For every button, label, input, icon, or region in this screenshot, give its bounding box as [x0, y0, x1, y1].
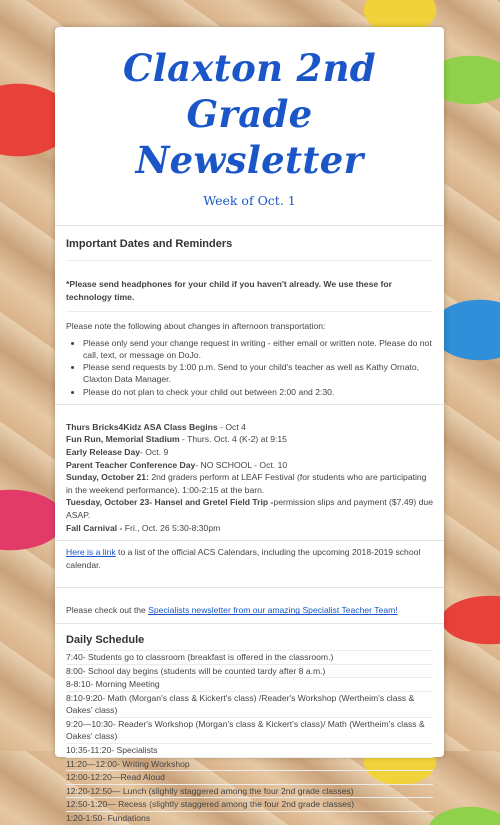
event-label: Tuesday, October 23- Hansel and Gretel Field Trip -: [66, 497, 274, 508]
specialists-text: [66, 604, 433, 617]
event-detail: permission slips and payment ($7.49) due ASAP.: [66, 497, 433, 520]
schedule-item: 7:40- Students go to classroom (breakfast is offered in the classroom.): [66, 650, 433, 664]
event-item: [66, 496, 433, 521]
schedule-item: 12:00-12:20—Read Aloud: [66, 770, 433, 784]
list-item: • Please do not plan to check your child out between 2:00 and 2:30.: [83, 386, 433, 398]
event-label: Parent Teacher Conference Day: [66, 459, 196, 470]
event-item: [66, 522, 433, 535]
event-detail: - Oct 4: [217, 421, 246, 432]
event-item: [66, 421, 433, 434]
important-section: [55, 225, 444, 398]
newsletter-header: [55, 27, 444, 208]
headphones-note: *Please send headphones for your child if you haven't already. We use these for technology time.: [66, 279, 392, 302]
transport-intro: Please note the following about changes in afternoon transportation:: [66, 311, 433, 333]
calendar-text: [66, 546, 433, 571]
schedule-section: [55, 623, 444, 825]
divider: [66, 260, 433, 278]
event-item: [66, 433, 433, 446]
event-label: Fall Carnival -: [66, 522, 123, 533]
newsletter-card: [55, 27, 444, 824]
newsletter-title-line2: Newsletter: [135, 138, 364, 182]
events-section: [55, 404, 444, 540]
calendar-link[interactable]: Here is a link: [66, 547, 116, 558]
specialists-section: [55, 587, 444, 623]
list-item: • Please send requests by 1:00 p.m. Send to your child's teacher as well as Kathy Ornato, Claxton Data Manager.: [83, 361, 433, 385]
list-item: • Please only send your change request in writing - either email or written note. Please do not call, text, or message on DoJo.: [83, 337, 433, 361]
event-detail: - Oct. 9: [140, 446, 169, 457]
event-label: Sunday, October 21:: [66, 472, 149, 483]
event-label: Fun Run, Memorial Stadium: [66, 434, 180, 445]
schedule-item: 8:10-9:20- Math (Morgan's class & Kickert's class) /Reader's Workshop (Wertheim's class & Oakes' class): [66, 691, 433, 717]
schedule-item: 12:20-12:50— Lunch (slightly staggered among the four 2nd grade classes): [66, 784, 433, 798]
calendar-rest: to a list of the official ACS Calendars, including the upcoming 2018-2019 school calendar.: [66, 547, 421, 570]
event-label: Thurs Bricks4Kidz ASA Class Begins: [66, 421, 218, 432]
schedule-item: 8-8:10- Morning Meeting: [66, 677, 433, 691]
event-detail: - NO SCHOOL - Oct. 10: [195, 459, 288, 470]
schedule-item: 1:20-1:50- Fundations: [66, 811, 433, 825]
specialists-prefix: Please check out the: [66, 605, 149, 616]
event-label: Early Release Day: [66, 446, 141, 457]
schedule-item: 12:50-1:20— Recess (slightly staggered among the four 2nd grade classes): [66, 797, 433, 811]
schedule-heading: Daily Schedule: [66, 633, 145, 646]
important-heading: Important Dates and Reminders: [66, 238, 233, 250]
event-detail: 2nd graders perform at LEAF Festival (for students who are participating in the weekend performance). 1:00-2:15 at the barn.: [66, 472, 427, 495]
event-detail: Fri., Oct. 26 5:30-8:30pm: [122, 522, 221, 533]
schedule-item: 9:20—10:30- Reader's Workshop (Morgan's class & Kickert's class)/ Math (Wertheim's class & Oakes' class): [66, 717, 433, 743]
newsletter-subtitle: Week of Oct. 1: [203, 193, 296, 208]
event-item: [66, 471, 433, 496]
newsletter-title-line1: Claxton 2nd Grade: [123, 46, 376, 136]
transport-list: [66, 337, 433, 398]
specialists-link[interactable]: Specialists newsletter from our amazing Specialist Teacher Team!: [148, 605, 398, 616]
event-detail: - Thurs. Oct. 4 (K-2) at 9:15: [179, 434, 287, 445]
schedule-item: 8:00- School day begins (students will be counted tardy after 8 a.m.): [66, 664, 433, 678]
event-item: [66, 446, 433, 459]
schedule-item: 10:35-11:20- Specialists: [66, 743, 433, 757]
event-item: [66, 459, 433, 472]
schedule-item: 11:20—12:00- Writing Workshop: [66, 757, 433, 771]
calendar-section: [55, 540, 444, 587]
